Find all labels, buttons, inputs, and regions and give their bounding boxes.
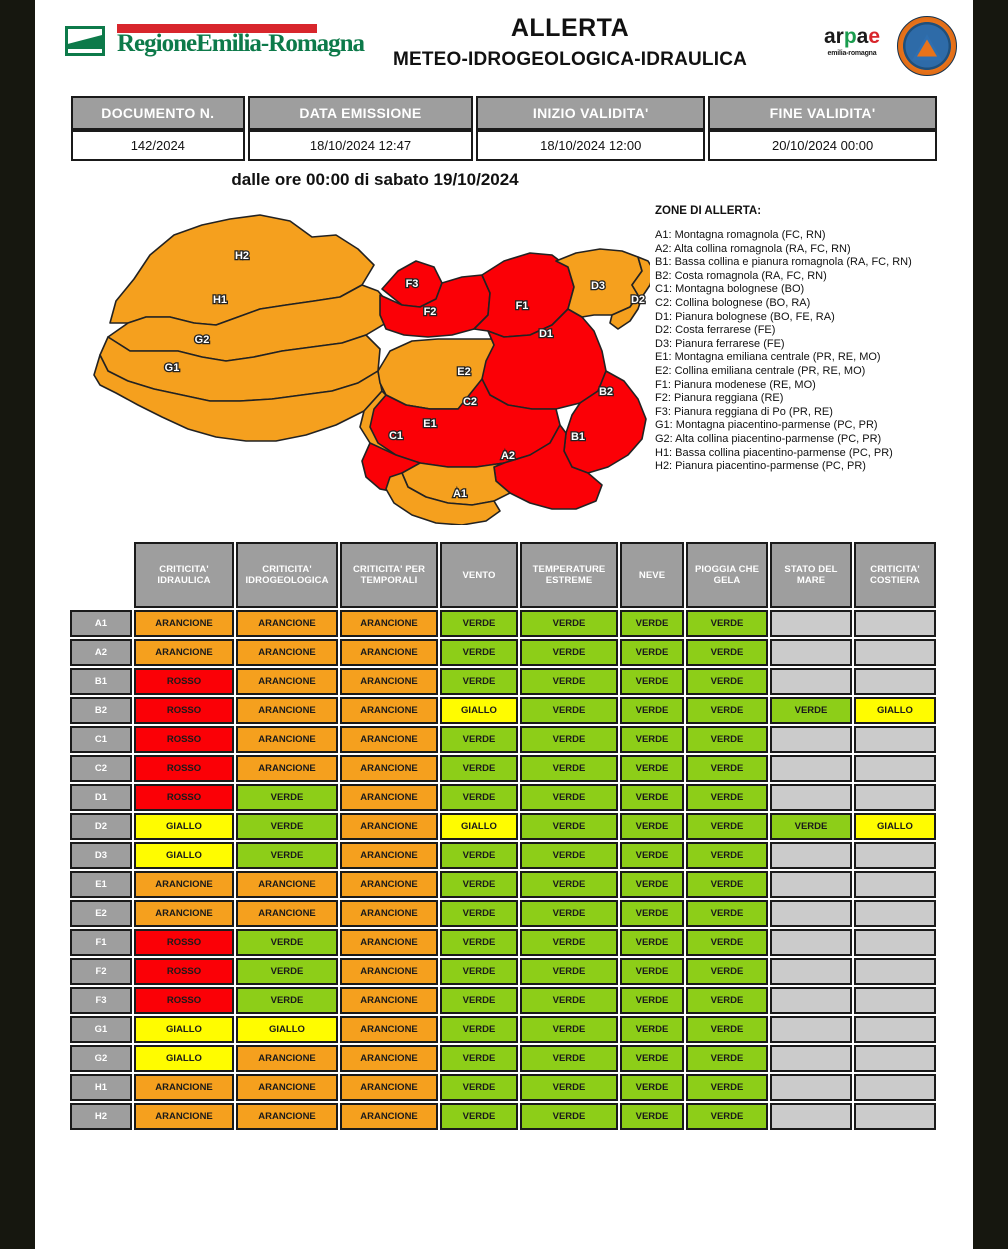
cell-a1-criticita-temporali: ARANCIONE — [340, 610, 438, 637]
zone-label-g2: G2 — [70, 1045, 132, 1072]
table-row — [70, 871, 936, 898]
info-header-row — [71, 96, 937, 130]
column-header-criticita-costiera: CRITICITA' COSTIERA — [854, 542, 936, 608]
cell-g2-neve: VERDE — [620, 1045, 684, 1072]
column-header-pioggia-che-gela: PIOGGIA CHE GELA — [686, 542, 768, 608]
cell-a2-criticita-costiera — [854, 639, 936, 666]
info-value-data-emissione: 18/10/2024 12:47 — [248, 130, 474, 161]
cell-h1-criticita-idrogeologica: ARANCIONE — [236, 1074, 338, 1101]
cell-a2-criticita-idrogeologica: ARANCIONE — [236, 639, 338, 666]
cell-h1-neve: VERDE — [620, 1074, 684, 1101]
cell-d1-temperature-estreme: VERDE — [520, 784, 618, 811]
legend-item: G1: Montagna piacentino-parmense (PC, PR) — [655, 419, 878, 432]
cell-d1-pioggia-che-gela: VERDE — [686, 784, 768, 811]
zone-label-a1: A1 — [70, 610, 132, 637]
legend-item: E2: Collina emiliana centrale (PR, RE, MO) — [655, 364, 866, 377]
cell-g1-criticita-costiera — [854, 1016, 936, 1043]
map-label-B2: B2 — [598, 386, 614, 398]
cell-d2-neve: VERDE — [620, 813, 684, 840]
cell-d3-criticita-idraulica: GIALLO — [134, 842, 234, 869]
legend-title: ZONE DI ALLERTA: — [655, 205, 762, 217]
cell-e2-vento: VERDE — [440, 900, 518, 927]
column-header-temperature-estreme: TEMPERATURE ESTREME — [520, 542, 618, 608]
protezione-civile-icon — [897, 16, 957, 76]
cell-e1-temperature-estreme: VERDE — [520, 871, 618, 898]
legend-item: F1: Pianura modenese (RE, MO) — [655, 378, 816, 391]
cell-h2-criticita-temporali: ARANCIONE — [340, 1103, 438, 1130]
zone-label-f1: F1 — [70, 929, 132, 956]
table-row — [70, 1074, 936, 1101]
cell-b2-criticita-costiera: GIALLO — [854, 697, 936, 724]
cell-d2-criticita-temporali: ARANCIONE — [340, 813, 438, 840]
cell-e1-stato-del-mare — [770, 871, 852, 898]
alert-table-corner — [70, 542, 132, 608]
table-row — [70, 842, 936, 869]
cell-a2-pioggia-che-gela: VERDE — [686, 639, 768, 666]
regione-emilia-romagna-logo — [65, 22, 365, 64]
map-svg — [90, 205, 650, 525]
zone-legend — [655, 205, 965, 474]
cell-f1-criticita-idrogeologica: VERDE — [236, 929, 338, 956]
cell-d2-criticita-idraulica: GIALLO — [134, 813, 234, 840]
zone-label-g1: G1 — [70, 1016, 132, 1043]
cell-g1-vento: VERDE — [440, 1016, 518, 1043]
arpae-subtitle: emilia-romagna — [827, 50, 877, 57]
cell-c1-stato-del-mare — [770, 726, 852, 753]
map-label-D2: D2 — [630, 294, 646, 306]
cell-b1-criticita-idraulica: ROSSO — [134, 668, 234, 695]
info-value-documento: 142/2024 — [71, 130, 245, 161]
info-header-documento: DOCUMENTO N. — [71, 96, 245, 130]
zone-label-d1: D1 — [70, 784, 132, 811]
column-header-criticita-idraulica: CRITICITA' IDRAULICA — [134, 542, 234, 608]
page-title: ALLERTA — [510, 14, 630, 42]
cell-a2-vento: VERDE — [440, 639, 518, 666]
cell-a2-criticita-temporali: ARANCIONE — [340, 639, 438, 666]
document-page — [35, 0, 973, 1249]
table-row — [70, 1016, 936, 1043]
zone-label-h2: H2 — [70, 1103, 132, 1130]
cell-g2-criticita-costiera — [854, 1045, 936, 1072]
pc-triangle-inner — [917, 40, 937, 57]
cell-b2-criticita-idraulica: ROSSO — [134, 697, 234, 724]
legend-item: H1: Bassa collina piacentino-parmense (PC, PR) — [655, 446, 893, 459]
cell-e2-criticita-temporali: ARANCIONE — [340, 900, 438, 927]
cell-g1-temperature-estreme: VERDE — [520, 1016, 618, 1043]
cell-c2-stato-del-mare — [770, 755, 852, 782]
cell-a1-pioggia-che-gela: VERDE — [686, 610, 768, 637]
cell-g2-temperature-estreme: VERDE — [520, 1045, 618, 1072]
zone-label-c2: C2 — [70, 755, 132, 782]
cell-f1-criticita-idraulica: ROSSO — [134, 929, 234, 956]
cell-d3-criticita-costiera — [854, 842, 936, 869]
cell-a2-stato-del-mare — [770, 639, 852, 666]
table-row — [70, 813, 936, 840]
zone-label-e1: E1 — [70, 871, 132, 898]
cell-f3-criticita-costiera — [854, 987, 936, 1014]
cell-g2-stato-del-mare — [770, 1045, 852, 1072]
cell-d3-criticita-idrogeologica: VERDE — [236, 842, 338, 869]
cell-d3-pioggia-che-gela: VERDE — [686, 842, 768, 869]
cell-h1-criticita-temporali: ARANCIONE — [340, 1074, 438, 1101]
cell-d1-neve: VERDE — [620, 784, 684, 811]
cell-a2-temperature-estreme: VERDE — [520, 639, 618, 666]
cell-f3-pioggia-che-gela: VERDE — [686, 987, 768, 1014]
legend-item: C2: Collina bolognese (BO, RA) — [655, 296, 811, 309]
cell-f1-vento: VERDE — [440, 929, 518, 956]
map-label-D3: D3 — [590, 280, 606, 292]
region-flag-icon — [65, 26, 105, 56]
map-label-A2: A2 — [500, 450, 516, 462]
cell-d2-criticita-costiera: GIALLO — [854, 813, 936, 840]
info-value-fine-validita: 20/10/2024 00:00 — [708, 130, 937, 161]
cell-f1-temperature-estreme: VERDE — [520, 929, 618, 956]
column-header-neve: NEVE — [620, 542, 684, 608]
cell-b2-criticita-idrogeologica: ARANCIONE — [236, 697, 338, 724]
alert-table-header-row — [70, 542, 936, 608]
cell-h2-vento: VERDE — [440, 1103, 518, 1130]
map-label-G2: G2 — [194, 334, 210, 346]
cell-d3-criticita-temporali: ARANCIONE — [340, 842, 438, 869]
cell-d1-criticita-temporali: ARANCIONE — [340, 784, 438, 811]
cell-f1-pioggia-che-gela: VERDE — [686, 929, 768, 956]
cell-f2-temperature-estreme: VERDE — [520, 958, 618, 985]
cell-b1-neve: VERDE — [620, 668, 684, 695]
document-header — [35, 0, 973, 86]
map-label-H2: H2 — [234, 250, 250, 262]
legend-item: A1: Montagna romagnola (FC, RN) — [655, 229, 826, 241]
cell-f3-criticita-temporali: ARANCIONE — [340, 987, 438, 1014]
title-block — [335, 14, 805, 71]
cell-h1-criticita-costiera — [854, 1074, 936, 1101]
legend-item: D2: Costa ferrarese (FE) — [655, 324, 776, 337]
legend-item: D1: Pianura bolognese (BO, FE, RA) — [655, 310, 835, 323]
cell-a1-vento: VERDE — [440, 610, 518, 637]
cell-c1-temperature-estreme: VERDE — [520, 726, 618, 753]
cell-b1-stato-del-mare — [770, 668, 852, 695]
cell-c2-criticita-temporali: ARANCIONE — [340, 755, 438, 782]
zone-label-a2: A2 — [70, 639, 132, 666]
cell-e1-criticita-costiera — [854, 871, 936, 898]
cell-h1-pioggia-che-gela: VERDE — [686, 1074, 768, 1101]
cell-h2-pioggia-che-gela: VERDE — [686, 1103, 768, 1130]
zone-label-f2: F2 — [70, 958, 132, 985]
cell-d2-stato-del-mare: VERDE — [770, 813, 852, 840]
zone-label-d3: D3 — [70, 842, 132, 869]
cell-a2-criticita-idraulica: ARANCIONE — [134, 639, 234, 666]
document-info-table — [68, 96, 940, 161]
cell-d2-pioggia-che-gela: VERDE — [686, 813, 768, 840]
map-label-F3: F3 — [405, 278, 419, 290]
info-header-fine-validita: FINE VALIDITA' — [708, 96, 937, 130]
column-header-criticita-temporali: CRITICITA' PER TEMPORALI — [340, 542, 438, 608]
cell-g2-criticita-temporali: ARANCIONE — [340, 1045, 438, 1072]
cell-c1-neve: VERDE — [620, 726, 684, 753]
cell-b1-temperature-estreme: VERDE — [520, 668, 618, 695]
cell-g1-neve: VERDE — [620, 1016, 684, 1043]
cell-c2-criticita-idraulica: ROSSO — [134, 755, 234, 782]
cell-b1-criticita-costiera — [854, 668, 936, 695]
cell-g1-criticita-idrogeologica: GIALLO — [236, 1016, 338, 1043]
column-header-stato-del-mare: STATO DEL MARE — [770, 542, 852, 608]
cell-h2-criticita-idraulica: ARANCIONE — [134, 1103, 234, 1130]
cell-g1-criticita-temporali: ARANCIONE — [340, 1016, 438, 1043]
zone-label-b2: B2 — [70, 697, 132, 724]
cell-c2-vento: VERDE — [440, 755, 518, 782]
map-label-F2: F2 — [423, 306, 437, 318]
arpae-wordmark: arpae — [823, 25, 881, 48]
map-label-E1: E1 — [423, 418, 437, 430]
cell-e1-criticita-idrogeologica: ARANCIONE — [236, 871, 338, 898]
alert-table-body — [70, 610, 936, 1130]
table-row — [70, 639, 936, 666]
validity-subtitle: dalle ore 00:00 di sabato 19/10/2024 — [231, 170, 519, 189]
cell-f2-criticita-idrogeologica: VERDE — [236, 958, 338, 985]
column-header-vento: VENTO — [440, 542, 518, 608]
cell-f2-neve: VERDE — [620, 958, 684, 985]
table-row — [70, 726, 936, 753]
cell-a1-criticita-costiera — [854, 610, 936, 637]
table-row — [70, 1103, 936, 1130]
cell-c1-criticita-idrogeologica: ARANCIONE — [236, 726, 338, 753]
cell-c1-criticita-temporali: ARANCIONE — [340, 726, 438, 753]
cell-d1-stato-del-mare — [770, 784, 852, 811]
cell-d3-stato-del-mare — [770, 842, 852, 869]
cell-h2-criticita-costiera — [854, 1103, 936, 1130]
legend-item: E1: Montagna emiliana centrale (PR, RE, MO) — [655, 351, 881, 364]
legend-item: A2: Alta collina romagnola (RA, FC, RN) — [655, 242, 851, 255]
cell-f2-vento: VERDE — [440, 958, 518, 985]
cell-d2-criticita-idrogeologica: VERDE — [236, 813, 338, 840]
table-row — [70, 1045, 936, 1072]
cell-d3-vento: VERDE — [440, 842, 518, 869]
cell-d2-temperature-estreme: VERDE — [520, 813, 618, 840]
cell-a1-neve: VERDE — [620, 610, 684, 637]
cell-e2-criticita-idrogeologica: ARANCIONE — [236, 900, 338, 927]
cell-f2-criticita-temporali: ARANCIONE — [340, 958, 438, 985]
cell-e1-criticita-idraulica: ARANCIONE — [134, 871, 234, 898]
cell-h2-criticita-idrogeologica: ARANCIONE — [236, 1103, 338, 1130]
alert-table-head — [70, 542, 936, 608]
cell-e1-pioggia-che-gela: VERDE — [686, 871, 768, 898]
cell-c2-criticita-idrogeologica: ARANCIONE — [236, 755, 338, 782]
legend-item: B1: Bassa collina e pianura romagnola (RA, FC, RN) — [655, 256, 912, 269]
cell-e1-vento: VERDE — [440, 871, 518, 898]
page-subtitle: METEO-IDROGEOLOGICA-IDRAULICA — [392, 49, 748, 70]
cell-f3-neve: VERDE — [620, 987, 684, 1014]
cell-f3-temperature-estreme: VERDE — [520, 987, 618, 1014]
cell-b2-pioggia-che-gela: VERDE — [686, 697, 768, 724]
legend-item: B2: Costa romagnola (RA, FC, RN) — [655, 269, 827, 282]
zone-label-f3: F3 — [70, 987, 132, 1014]
cell-h1-vento: VERDE — [440, 1074, 518, 1101]
cell-d2-vento: GIALLO — [440, 813, 518, 840]
cell-f2-criticita-idraulica: ROSSO — [134, 958, 234, 985]
cell-a2-neve: VERDE — [620, 639, 684, 666]
cell-d1-vento: VERDE — [440, 784, 518, 811]
column-header-criticita-idrogeologica: CRITICITA' IDROGEOLOGICA — [236, 542, 338, 608]
table-row — [70, 697, 936, 724]
cell-b1-criticita-temporali: ARANCIONE — [340, 668, 438, 695]
info-header-inizio-validita: INIZIO VALIDITA' — [476, 96, 705, 130]
legend-item: D3: Pianura ferrarese (FE) — [655, 337, 785, 350]
cell-h2-stato-del-mare — [770, 1103, 852, 1130]
cell-e2-temperature-estreme: VERDE — [520, 900, 618, 927]
cell-g1-criticita-idraulica: GIALLO — [134, 1016, 234, 1043]
cell-e2-pioggia-che-gela: VERDE — [686, 900, 768, 927]
cell-g2-pioggia-che-gela: VERDE — [686, 1045, 768, 1072]
cell-b1-criticita-idrogeologica: ARANCIONE — [236, 668, 338, 695]
cell-c2-temperature-estreme: VERDE — [520, 755, 618, 782]
cell-b2-temperature-estreme: VERDE — [520, 697, 618, 724]
cell-f1-criticita-temporali: ARANCIONE — [340, 929, 438, 956]
cell-a1-criticita-idrogeologica: ARANCIONE — [236, 610, 338, 637]
table-row — [70, 610, 936, 637]
map-label-C1: C1 — [388, 430, 404, 442]
cell-f3-criticita-idrogeologica: VERDE — [236, 987, 338, 1014]
cell-e2-criticita-idraulica: ARANCIONE — [134, 900, 234, 927]
cell-e2-criticita-costiera — [854, 900, 936, 927]
table-row — [70, 900, 936, 927]
map-label-D1: D1 — [538, 328, 554, 340]
cell-e2-neve: VERDE — [620, 900, 684, 927]
cell-f3-criticita-idraulica: ROSSO — [134, 987, 234, 1014]
alert-matrix-table — [68, 540, 938, 1132]
cell-e1-criticita-temporali: ARANCIONE — [340, 871, 438, 898]
cell-f2-criticita-costiera — [854, 958, 936, 985]
cell-h2-neve: VERDE — [620, 1103, 684, 1130]
map-label-B1: B1 — [570, 431, 586, 443]
cell-d3-temperature-estreme: VERDE — [520, 842, 618, 869]
cell-h1-stato-del-mare — [770, 1074, 852, 1101]
legend-item: C1: Montagna bolognese (BO) — [655, 283, 805, 296]
cell-h1-temperature-estreme: VERDE — [520, 1074, 618, 1101]
zone-label-c1: C1 — [70, 726, 132, 753]
cell-e2-stato-del-mare — [770, 900, 852, 927]
cell-d1-criticita-idrogeologica: VERDE — [236, 784, 338, 811]
table-row — [70, 987, 936, 1014]
cell-f2-stato-del-mare — [770, 958, 852, 985]
cell-d1-criticita-costiera — [854, 784, 936, 811]
cell-b2-stato-del-mare: VERDE — [770, 697, 852, 724]
cell-a1-criticita-idraulica: ARANCIONE — [134, 610, 234, 637]
cell-g1-stato-del-mare — [770, 1016, 852, 1043]
cell-f3-vento: VERDE — [440, 987, 518, 1014]
zone-label-d2: D2 — [70, 813, 132, 840]
info-header-data-emissione: DATA EMISSIONE — [248, 96, 474, 130]
cell-c1-pioggia-che-gela: VERDE — [686, 726, 768, 753]
cell-c2-criticita-costiera — [854, 755, 936, 782]
cell-h1-criticita-idraulica: ARANCIONE — [134, 1074, 234, 1101]
map-label-C2: C2 — [462, 396, 478, 408]
map-label-H1: H1 — [212, 294, 228, 306]
legend-item: F2: Pianura reggiana (RE) — [655, 392, 784, 405]
cell-c1-vento: VERDE — [440, 726, 518, 753]
cell-c2-neve: VERDE — [620, 755, 684, 782]
cell-b1-vento: VERDE — [440, 668, 518, 695]
cell-c1-criticita-idraulica: ROSSO — [134, 726, 234, 753]
cell-g2-vento: VERDE — [440, 1045, 518, 1072]
cell-d3-neve: VERDE — [620, 842, 684, 869]
table-row — [70, 755, 936, 782]
table-row — [70, 929, 936, 956]
cell-d1-criticita-idraulica: ROSSO — [134, 784, 234, 811]
zone-label-e2: E2 — [70, 900, 132, 927]
cell-f2-pioggia-che-gela: VERDE — [686, 958, 768, 985]
cell-b2-criticita-temporali: ARANCIONE — [340, 697, 438, 724]
cell-b2-vento: GIALLO — [440, 697, 518, 724]
info-value-inizio-validita: 18/10/2024 12:00 — [476, 130, 705, 161]
cell-f3-stato-del-mare — [770, 987, 852, 1014]
legend-item: F3: Pianura reggiana di Po (PR, RE) — [655, 405, 833, 418]
cell-f1-neve: VERDE — [620, 929, 684, 956]
cell-a1-stato-del-mare — [770, 610, 852, 637]
map-label-G1: G1 — [164, 362, 180, 374]
table-row — [70, 668, 936, 695]
cell-h2-temperature-estreme: VERDE — [520, 1103, 618, 1130]
cell-b1-pioggia-che-gela: VERDE — [686, 668, 768, 695]
map-label-A1: A1 — [452, 488, 468, 500]
cell-g2-criticita-idraulica: GIALLO — [134, 1045, 234, 1072]
cell-g2-criticita-idrogeologica: ARANCIONE — [236, 1045, 338, 1072]
cell-e1-neve: VERDE — [620, 871, 684, 898]
cell-f1-stato-del-mare — [770, 929, 852, 956]
zone-label-b1: B1 — [70, 668, 132, 695]
cell-b2-neve: VERDE — [620, 697, 684, 724]
info-value-row — [71, 130, 937, 161]
cell-f1-criticita-costiera — [854, 929, 936, 956]
legend-item: G2: Alta collina piacentino-parmense (PC, PR) — [655, 432, 882, 445]
logo-region-text: RegioneEmilia-Romagna — [117, 30, 365, 57]
map-label-F1: F1 — [515, 300, 529, 312]
zone-label-h1: H1 — [70, 1074, 132, 1101]
cell-g1-pioggia-che-gela: VERDE — [686, 1016, 768, 1043]
table-row — [70, 784, 936, 811]
map-label-E2: E2 — [457, 366, 471, 378]
legend-item: H2: Pianura piacentino-parmense (PC, PR) — [655, 460, 866, 473]
table-row — [70, 958, 936, 985]
arpae-logo — [817, 26, 887, 57]
cell-c2-pioggia-che-gela: VERDE — [686, 755, 768, 782]
cell-c1-criticita-costiera — [854, 726, 936, 753]
cell-a1-temperature-estreme: VERDE — [520, 610, 618, 637]
alert-zones-map — [90, 205, 650, 525]
